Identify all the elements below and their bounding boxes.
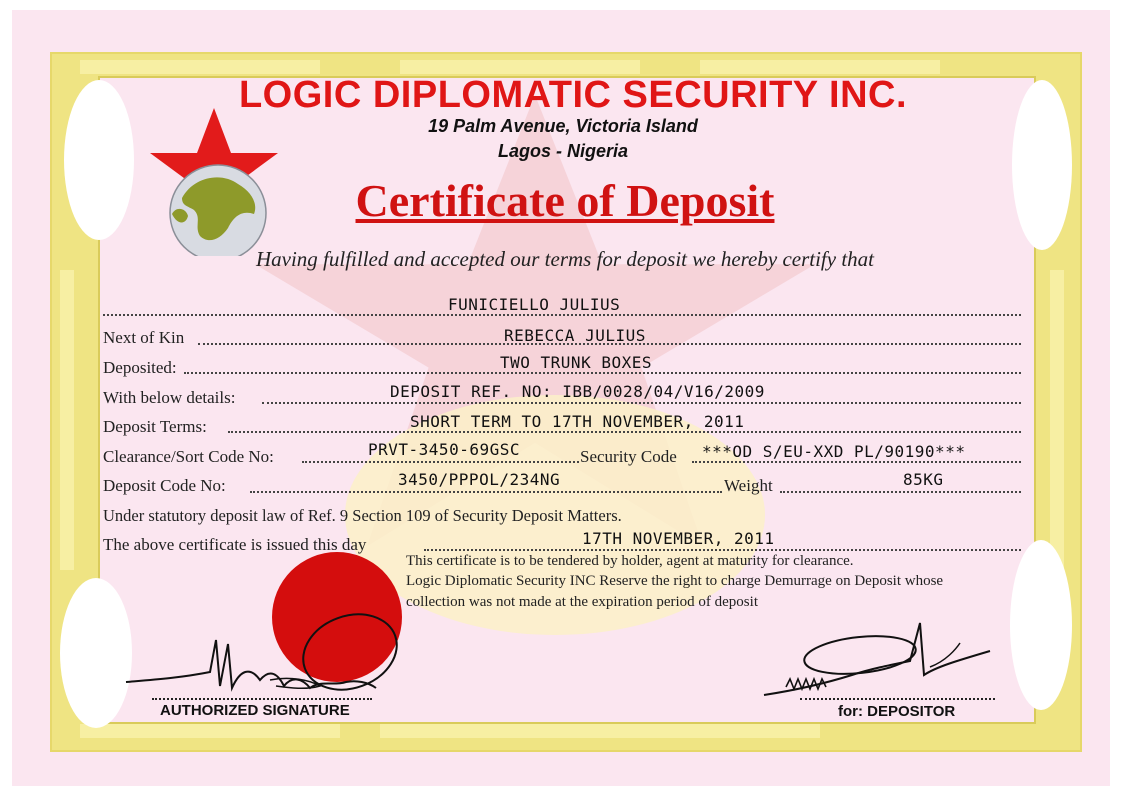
deposit-code-line: [250, 491, 722, 493]
border-stripe: [80, 60, 320, 74]
border-stripe: [60, 270, 74, 570]
terms-label: Deposit Terms:: [103, 417, 207, 436]
deposit-code-label: Deposit Code No:: [103, 476, 226, 495]
next-of-kin-label: Next of Kin: [103, 328, 185, 347]
deposited-label: Deposited:: [103, 358, 177, 377]
border-stripe: [380, 724, 820, 738]
statutory-text: Under statutory deposit law of Ref. 9 Section 109 of Security Deposit Matters.: [103, 506, 622, 525]
authorized-signature-icon: [120, 610, 410, 700]
border-stripe: [400, 60, 640, 74]
depositor-signature-label: for: DEPOSITOR: [838, 703, 956, 720]
name-line: [103, 314, 1021, 316]
clearance-line: [302, 461, 579, 463]
company-name: LOGIC DIPLOMATIC SECURITY INC.: [238, 74, 908, 116]
terms-line: [228, 431, 1021, 433]
depositor-signature-icon: [760, 615, 1000, 705]
depositor-signature-line: [800, 698, 995, 700]
details-label: With below details:: [103, 388, 236, 407]
clearance-label: Clearance/Sort Code No:: [103, 447, 274, 466]
note-line-3: collection was not made at the expiration period of deposit: [406, 594, 758, 610]
clearance-value: PRVT-3450-69GSC: [368, 440, 520, 459]
security-value: ***OD S/EU-XXD PL/90190***: [702, 442, 966, 461]
details-line: [262, 402, 1021, 404]
corner-oval: [1010, 540, 1072, 710]
deposited-line: [184, 372, 1021, 374]
border-stripe: [80, 724, 340, 738]
weight-label: Weight: [724, 476, 773, 495]
security-label: Security Code: [580, 447, 677, 466]
intro-text: Having fulfilled and accepted our terms for deposit we hereby certify that: [255, 247, 874, 271]
security-line: [692, 461, 1021, 463]
authorized-signature-label: AUTHORIZED SIGNATURE: [160, 702, 350, 719]
note-line-2: Logic Diplomatic Security INC Reserve the right to charge Demurrage on Deposit whose: [406, 573, 944, 589]
certificate-title: Certificate of Deposit: [355, 175, 775, 226]
border-stripe: [1050, 270, 1064, 570]
address-line-2: Lagos - Nigeria: [497, 141, 629, 161]
next-of-kin-value: REBECCA JULIUS: [504, 326, 646, 345]
weight-line: [780, 491, 1021, 493]
border-stripe: [700, 60, 940, 74]
details-value: DEPOSIT REF. NO: IBB/0028/04/V16/2009: [390, 382, 765, 401]
address-line-1: 19 Palm Avenue, Victoria Island: [428, 116, 698, 136]
issued-label: The above certificate is issued this day: [103, 535, 367, 554]
issued-value: 17TH NOVEMBER, 2011: [582, 529, 775, 548]
weight-value: 85KG: [903, 470, 944, 489]
depositor-name: FUNICIELLO JULIUS: [448, 295, 621, 314]
terms-value: SHORT TERM TO 17TH NOVEMBER, 2011: [410, 412, 745, 431]
note-line-1: This certificate is to be tendered by holder, agent at maturity for clearance.: [406, 553, 854, 569]
deposit-code-value: 3450/PPPOL/234NG: [398, 470, 561, 489]
deposited-value: TWO TRUNK BOXES: [500, 353, 652, 372]
authorized-signature-line: [152, 698, 372, 700]
